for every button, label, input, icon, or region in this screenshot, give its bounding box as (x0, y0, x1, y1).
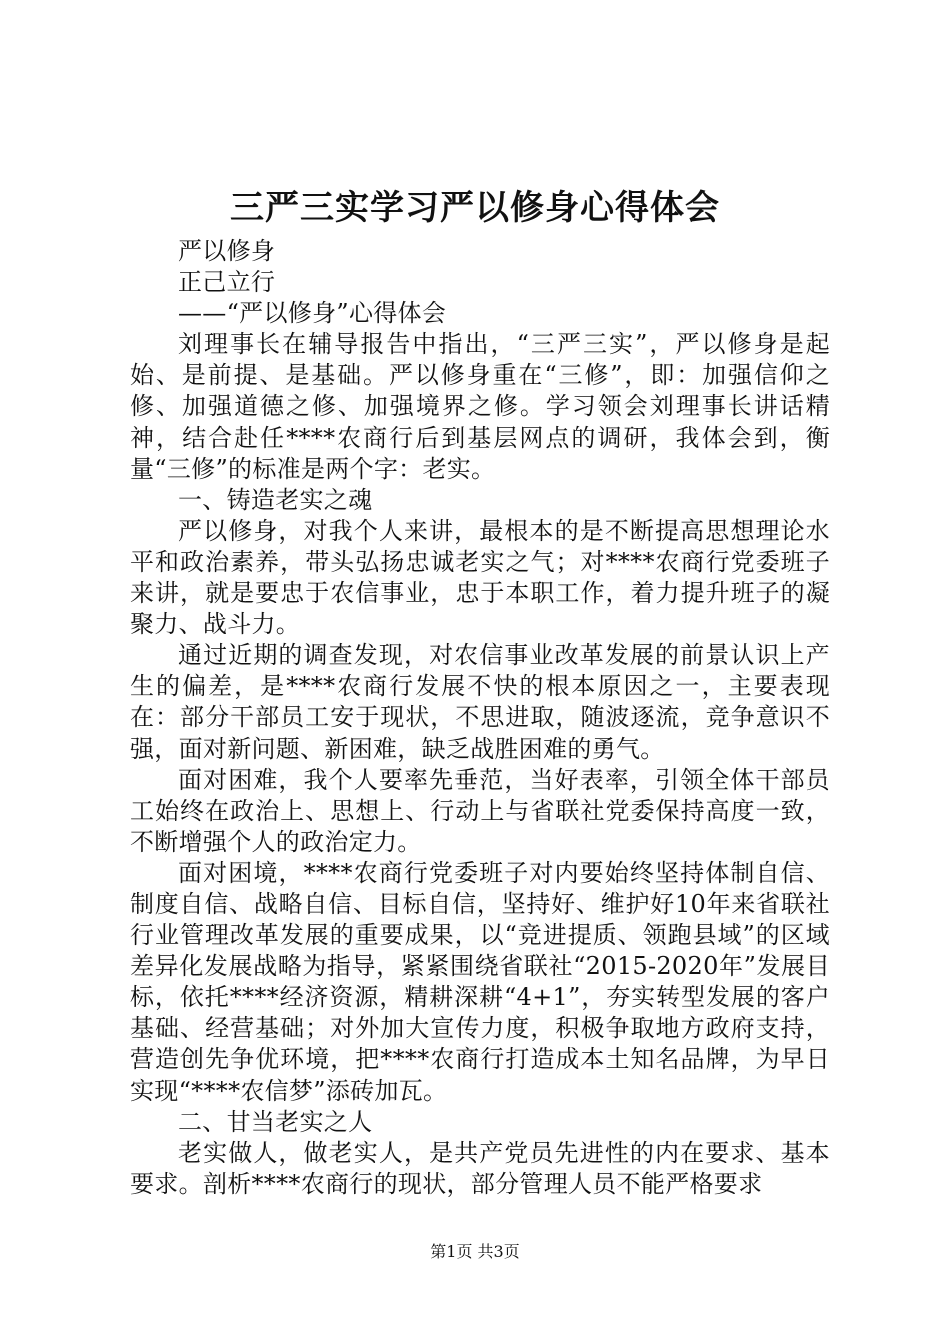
paragraph-8: 面对困难，我个人要率先垂范，当好表率，引领全体干部员工始终在政治上、思想上、行动上与省联社党委保持高度一致，不断增强个人的政治定力。 (130, 765, 830, 856)
paragraph-9: 面对困境，****农商行党委班子对内要始终坚持体制自信、制度自信、战略自信、目标自信，坚持好、维护好10年来省联社行业管理改革发展的重要成果，以“竞进提质、领跑县域”的区域差异化发展战略为指导，紧紧围绕省联社“2015-2020年”发展目标，依托****经济资源，精耕深耕“4+1”，夯实转型发展的客户基础、经营基础；对外加大宣传力度，积极争取地方政府支持，营造创先争优环境，把****农商行打造成本土知名品牌，为早日实现“****农信梦”添砖加瓦。 (130, 858, 830, 1105)
paragraph-1: 严以修身 (178, 237, 276, 265)
section-heading-1: 一、铸造老实之魂 (178, 485, 373, 514)
page-footer: 第1页 共3页 (430, 1242, 520, 1261)
paragraph-6: 严以修身，对我个人来讲，最根本的是不断提高思想理论水平和政治素养，带头弘扬忠诚老实之气；对****农商行党委班子来讲，就是要忠于农信事业，忠于本职工作，着力提升班子的凝聚力、战斗力。 (130, 516, 830, 639)
section-heading-2: 二、甘当老实之人 (178, 1107, 373, 1136)
document-title: 三严三实学习严以修身心得体会 (230, 188, 720, 228)
paragraph-4: 刘理事长在辅导报告中指出，“三严三实”，严以修身是起始、是前提、是基础。严以修身重在“三修”，即：加强信仰之修、加强道德之修、加强境界之修。学习领会刘理事长讲话精神，结合赴任****农商行后到基层网点的调研，我体会到，衡量“三修”的标准是两个字：老实。 (130, 330, 830, 483)
paragraph-11: 老实做人，做老实人，是共产党员先进性的内在要求、基本要求。剖析****农商行的现状，部分管理人员不能严格要求 (130, 1138, 830, 1198)
paragraph-7: 通过近期的调查发现，对农信事业改革发展的前景认识上产生的偏差，是****农商行发展不快的根本原因之一，主要表现在：部分干部员工安于现状，不思进取，随波逐流，竞争意识不强，面对新问题、新困难，缺乏战胜困难的勇气。 (130, 641, 830, 763)
paragraph-3: ——“严以修身”心得体会 (178, 299, 447, 328)
paragraph-2: 正己立行 (178, 268, 276, 297)
document-body (130, 236, 830, 1200)
